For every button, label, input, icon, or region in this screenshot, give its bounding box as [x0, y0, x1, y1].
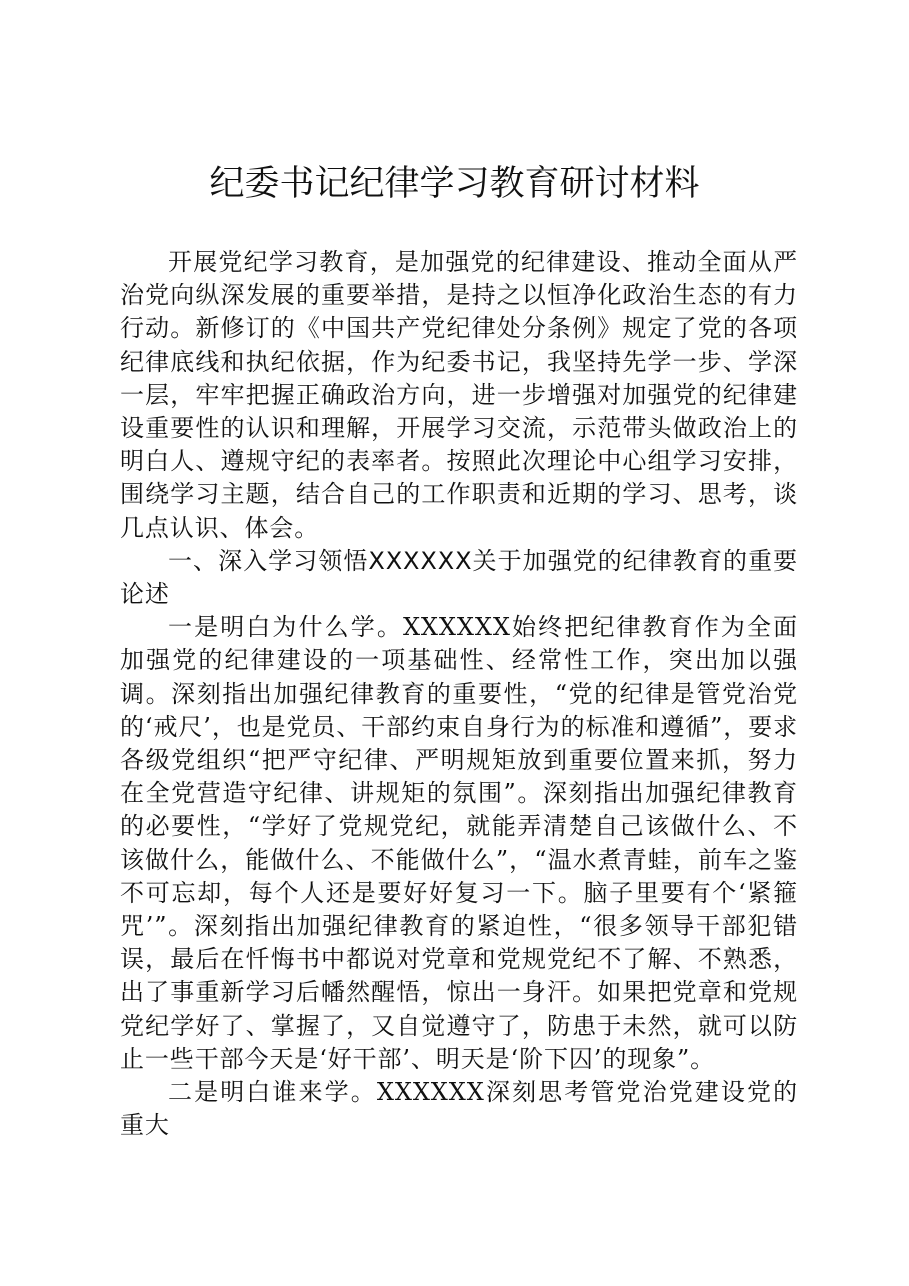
paragraph-1	[120, 611, 798, 1076]
intro-paragraph: 开展党纪学习教育，是加强党的纪律建设、推动全面从严治党向纵深发展的重要举措，是持之以恒净化政治生态的有力行动。新修订的《中国共产党纪律处分条例》规定了党的各项纪律底线和执纪依据，作为纪委书记，我坚持先学一步、学深一层，牢牢把握正确政治方向，进一步增强对加强党的纪律建设重要性的认识和理解，开展学习交流，示范带头做政治上的明白人、遵规守纪的表率者。按照此次理论中心组学习安排，围绕学习主题，结合自己的工作职责和近期的学习、思考，谈几点认识、体会。	[120, 248, 798, 542]
paragraph-2	[120, 1076, 798, 1142]
paragraph-2-body: XXXXXX深刻思考管党治党建设党的重大	[120, 1078, 799, 1140]
paragraph-2-lead: 二是明白谁来学。	[168, 1078, 377, 1107]
document-title: 纪委书记纪律学习教育研讨材料	[209, 164, 700, 204]
paragraph-1-body: XXXXXX始终把纪律教育作为全面加强党的纪律建设的一项基础性、经常性工作，突出加以强调。深刻指出加强纪律教育的重要性，“党的纪律是管党治党的‘戒尺’，也是党员、干部约束自身行为的标准和遵循”，要求各级党组织“把严守纪律、严明规矩放到重要位置来抓，努力在全党营造守纪律、讲规矩的氛围”。深刻指出加强纪律教育的必要性，“学好了党规党纪，就能弄清楚自己该做什么、不该做什么，能做什么、不能做什么”，“温水煮青蛙，前车之鉴不可忘却，每个人还是要好好复习一下。脑子里要有个‘紧箍咒’”。深刻指出加强纪律教育的紧迫性，“很多领导干部犯错误，最后在忏悔书中都说对党章和党规党纪不了解、不熟悉，出了事重新学习后幡然醒悟，惊出一身汗。如果把党章和党规党纪学好了、掌握了，又自觉遵守了，防患于未然，就可以防止一些干部今天是‘好干部’、明天是‘阶下囚’的现象”。	[120, 613, 798, 1073]
document-body	[120, 246, 798, 1142]
section-heading: 一、深入学习领悟XXXXXX关于加强党的纪律教育的重要论述	[120, 546, 798, 609]
paragraph-1-lead: 一是明白为什么学。	[168, 613, 403, 642]
